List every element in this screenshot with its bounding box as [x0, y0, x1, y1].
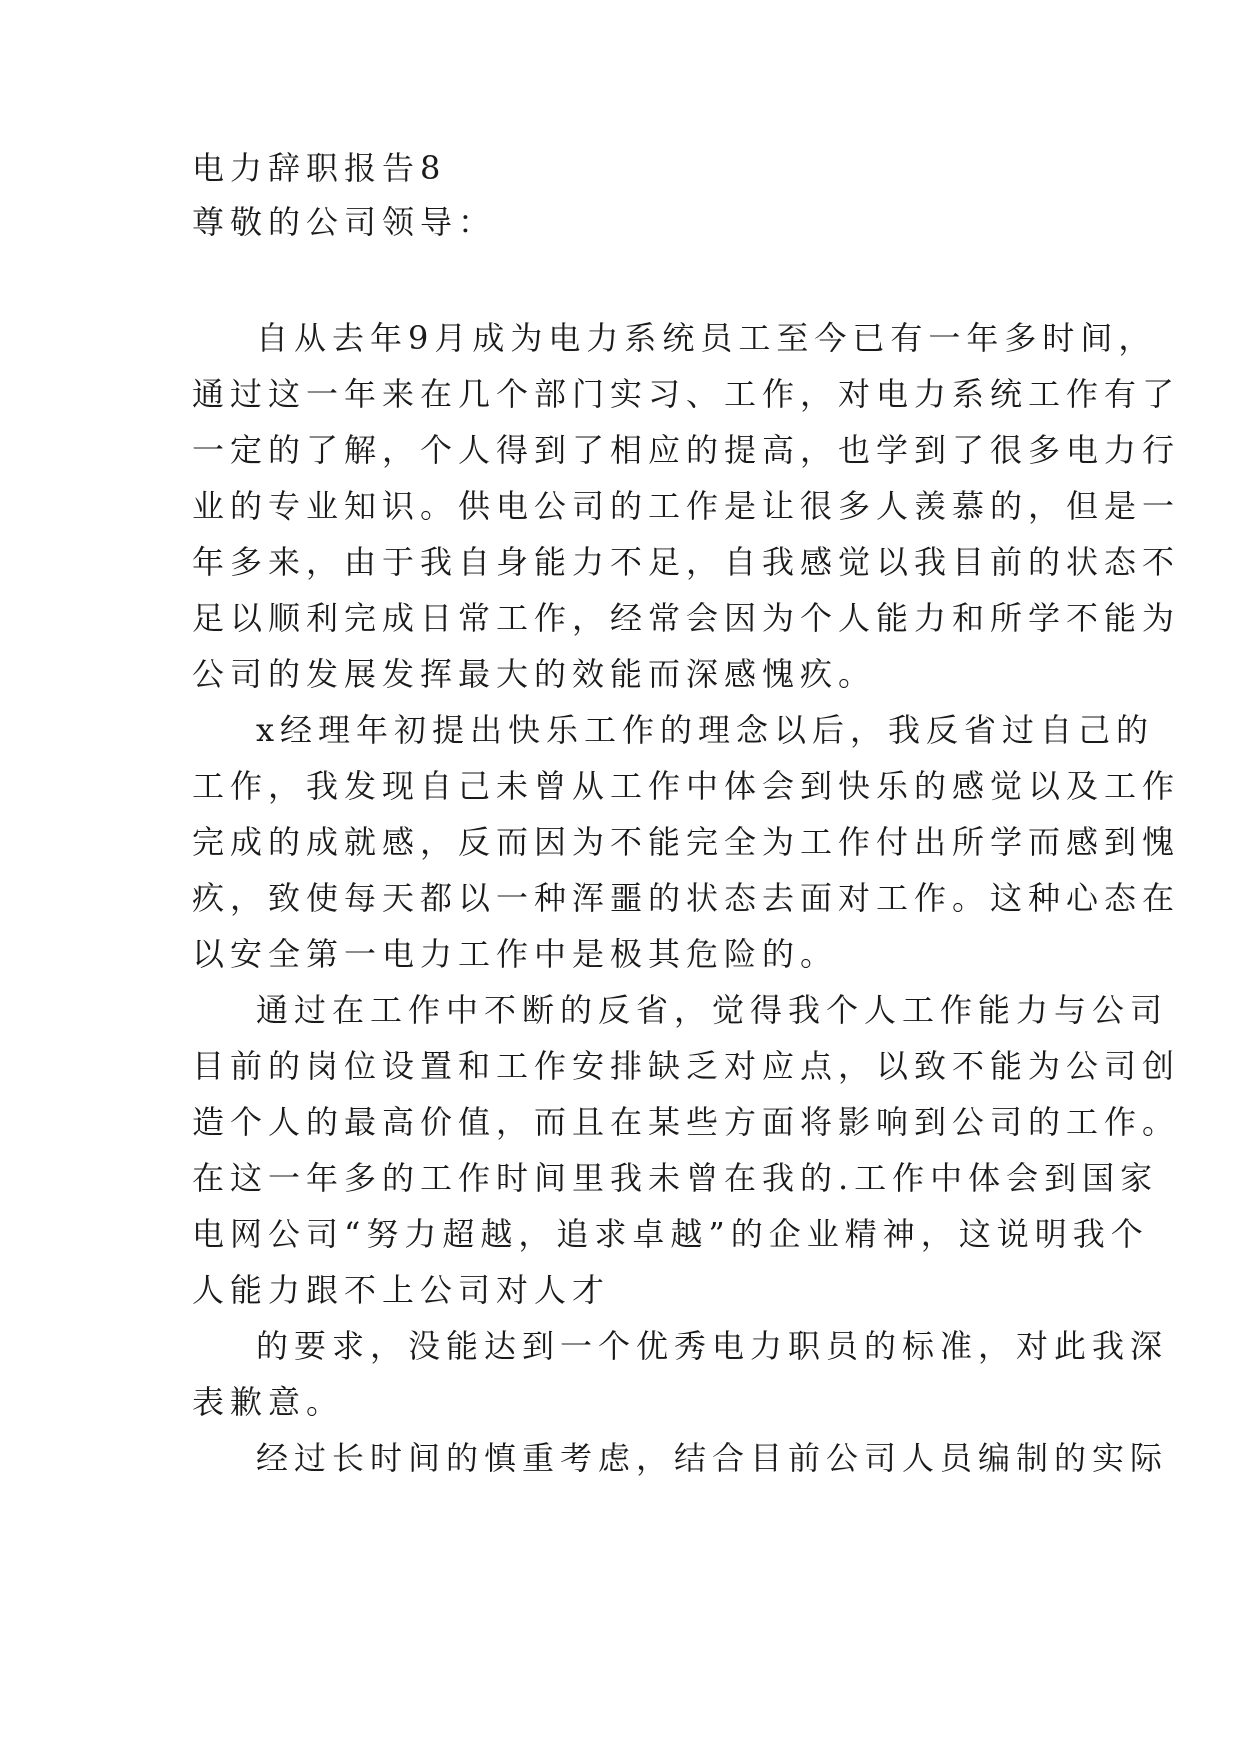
document-title: 电力辞职报告8	[192, 149, 447, 187]
body-line: 工作，我发现自己未曾从工作中体会到快乐的感觉以及工作	[192, 767, 1181, 805]
body-line: 通过这一年来在几个部门实习、工作，对电力系统工作有了	[192, 375, 1181, 413]
body-line: 年多来，由于我自身能力不足，自我感觉以我目前的状态不	[192, 543, 1181, 581]
body-line: 一定的了解，个人得到了相应的提高，也学到了很多电力行	[192, 431, 1181, 469]
body-line: 表歉意。	[192, 1383, 345, 1421]
body-line: 业的专业知识。供电公司的工作是让很多人羡慕的，但是一	[192, 487, 1181, 525]
body-line: 自从去年9月成为电力系统员工至今已有一年多时间，	[256, 319, 1157, 357]
body-line: 的要求，没能达到一个优秀电力职员的标准，对此我深	[256, 1327, 1169, 1365]
body-line: 通过在工作中不断的反省，觉得我个人工作能力与公司	[256, 991, 1169, 1029]
body-line: 在这一年多的工作时间里我未曾在我的.工作中体会到国家	[192, 1159, 1159, 1197]
salutation: 尊敬的公司领导：	[192, 203, 497, 241]
body-line: 完成的成就感，反而因为不能完全为工作付出所学而感到愧	[192, 823, 1181, 861]
body-line: 足以顺利完成日常工作，经常会因为个人能力和所学不能为	[192, 599, 1181, 637]
body-line: x经理年初提出快乐工作的理念以后，我反省过自己的	[256, 711, 1155, 749]
body-line: 造个人的最高价值，而且在某些方面将影响到公司的工作。	[192, 1103, 1181, 1141]
body-line: 以安全第一电力工作中是极其危险的。	[192, 935, 839, 973]
body-line: 人能力跟不上公司对人才	[192, 1271, 611, 1309]
body-line: 经过长时间的慎重考虑，结合目前公司人员编制的实际	[256, 1439, 1169, 1477]
body-line: 电网公司“努力超越，追求卓越”的企业精神，这说明我个	[192, 1215, 1149, 1253]
body-line: 目前的岗位设置和工作安排缺乏对应点，以致不能为公司创	[192, 1047, 1181, 1085]
body-line: 公司的发展发挥最大的效能而深感愧疚。	[192, 655, 877, 693]
body-line: 疚，致使每天都以一种浑噩的状态去面对工作。这种心态在	[192, 879, 1181, 917]
